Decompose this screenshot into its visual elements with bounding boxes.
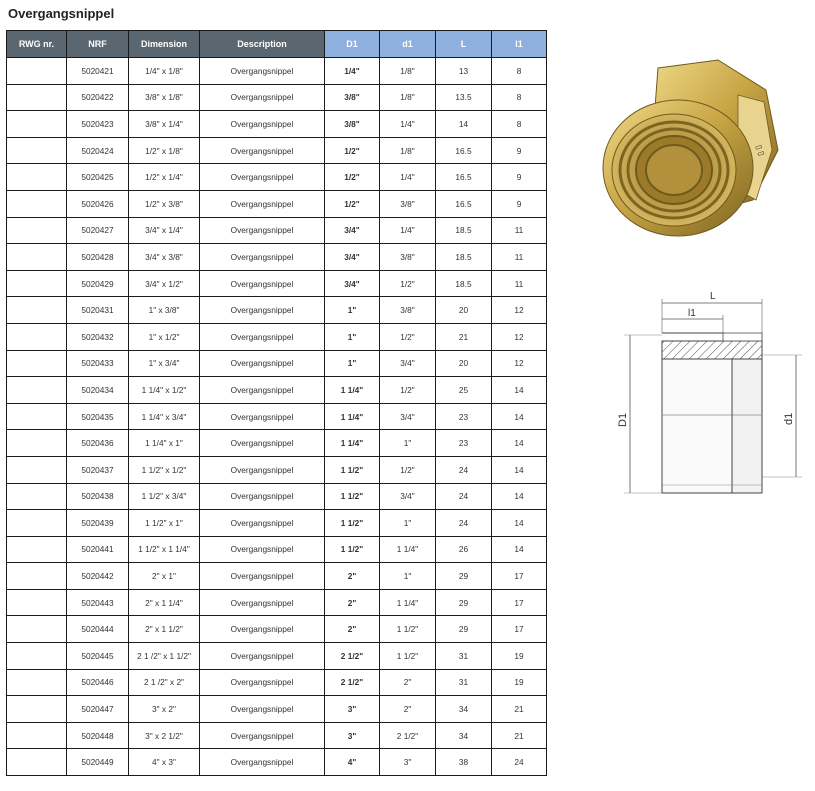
header-dimension: Dimension [129,31,200,58]
cell-l1: 8 [492,111,547,138]
page-title: Overgangsnippel [8,6,115,21]
cell-rwg [7,84,67,111]
cell-d1: 1/8" [380,58,436,85]
cell-rwg [7,137,67,164]
table-row [7,217,547,244]
table-row [7,377,547,404]
cell-description: Overgangsnippel [200,589,325,616]
cell-rwg [7,510,67,537]
cell-description: Overgangsnippel [200,297,325,324]
cell-description: Overgangsnippel [200,403,325,430]
cell-nrf: 5020446 [67,669,129,696]
cell-d1: 1/2" [380,456,436,483]
cell-nrf: 5020431 [67,297,129,324]
cell-L: 31 [436,669,492,696]
cell-D1: 1/2" [325,137,380,164]
cell-d1: 3/8" [380,244,436,271]
cell-description: Overgangsnippel [200,164,325,191]
cell-rwg [7,456,67,483]
cell-rwg [7,643,67,670]
cell-description: Overgangsnippel [200,456,325,483]
cell-d1: 1/4" [380,164,436,191]
table-row [7,643,547,670]
cell-nrf: 5020436 [67,430,129,457]
cell-d1: 1" [380,510,436,537]
cell-L: 29 [436,616,492,643]
cell-l1: 12 [492,350,547,377]
cell-nrf: 5020444 [67,616,129,643]
cell-nrf: 5020439 [67,510,129,537]
cell-D1: 3" [325,696,380,723]
cell-d1: 1 1/2" [380,643,436,670]
cell-dimension: 3/4" x 1/2" [129,270,200,297]
cell-l1: 17 [492,563,547,590]
cell-l1: 21 [492,722,547,749]
cell-l1: 17 [492,616,547,643]
cell-rwg [7,749,67,776]
cell-description: Overgangsnippel [200,430,325,457]
cell-description: Overgangsnippel [200,350,325,377]
cell-D1: 1 1/2" [325,510,380,537]
cell-D1: 1 1/4" [325,377,380,404]
cell-dimension: 3" x 2 1/2" [129,722,200,749]
table-row [7,58,547,85]
table-row [7,616,547,643]
cell-L: 23 [436,430,492,457]
label-l1: l1 [688,308,696,319]
table-row [7,164,547,191]
cell-dimension: 4" x 3" [129,749,200,776]
cell-dimension: 2 1 /2" x 2" [129,669,200,696]
table-row [7,270,547,297]
table-row [7,190,547,217]
cell-l1: 14 [492,536,547,563]
cell-L: 38 [436,749,492,776]
cell-D1: 1" [325,323,380,350]
table-row [7,111,547,138]
cell-D1: 1 1/2" [325,456,380,483]
cell-dimension: 1 1/4" x 1" [129,430,200,457]
cell-nrf: 5020425 [67,164,129,191]
cell-rwg [7,377,67,404]
cell-D1: 1/4" [325,58,380,85]
cell-d1: 3/4" [380,350,436,377]
cell-L: 34 [436,696,492,723]
cell-l1: 14 [492,510,547,537]
table-row [7,456,547,483]
cell-L: 13.5 [436,84,492,111]
cell-nrf: 5020445 [67,643,129,670]
cell-description: Overgangsnippel [200,510,325,537]
cell-L: 24 [436,510,492,537]
cell-rwg [7,589,67,616]
cell-l1: 8 [492,84,547,111]
header-rwg: RWG nr. [7,31,67,58]
cell-dimension: 1" x 1/2" [129,323,200,350]
cell-rwg [7,536,67,563]
cell-l1: 14 [492,483,547,510]
cell-dimension: 2" x 1 1/4" [129,589,200,616]
cell-description: Overgangsnippel [200,483,325,510]
cell-description: Overgangsnippel [200,377,325,404]
cell-l1: 21 [492,696,547,723]
cell-dimension: 1 1/4" x 3/4" [129,403,200,430]
cell-D1: 1" [325,297,380,324]
cell-description: Overgangsnippel [200,244,325,271]
cell-nrf: 5020447 [67,696,129,723]
cell-d1: 1/2" [380,377,436,404]
cell-dimension: 1/4" x 1/8" [129,58,200,85]
cell-description: Overgangsnippel [200,217,325,244]
cell-l1: 17 [492,589,547,616]
table-row [7,244,547,271]
cell-rwg [7,696,67,723]
cell-dimension: 2 1 /2" x 1 1/2" [129,643,200,670]
cell-L: 25 [436,377,492,404]
cell-description: Overgangsnippel [200,58,325,85]
cell-d1: 3/4" [380,403,436,430]
cell-rwg [7,244,67,271]
cell-d1: 3/8" [380,190,436,217]
cell-L: 20 [436,350,492,377]
table-row [7,403,547,430]
cell-L: 16.5 [436,137,492,164]
cell-description: Overgangsnippel [200,270,325,297]
cell-D1: 2" [325,563,380,590]
cell-nrf: 5020443 [67,589,129,616]
cell-d1: 1 1/2" [380,616,436,643]
cell-d1: 2 1/2" [380,722,436,749]
table-row [7,84,547,111]
cell-rwg [7,722,67,749]
cell-description: Overgangsnippel [200,323,325,350]
table-body [7,58,547,776]
table-row [7,430,547,457]
technical-drawing [610,285,810,505]
cell-l1: 12 [492,323,547,350]
cell-L: 16.5 [436,164,492,191]
cell-d1: 1/4" [380,217,436,244]
header-D1: D1 [325,31,380,58]
cell-nrf: 5020438 [67,483,129,510]
cell-D1: 2 1/2" [325,643,380,670]
cell-d1: 3/4" [380,483,436,510]
cell-l1: 24 [492,749,547,776]
header-l1: l1 [492,31,547,58]
cell-l1: 11 [492,270,547,297]
cell-D1: 1 1/2" [325,536,380,563]
cell-dimension: 1" x 3/8" [129,297,200,324]
cell-nrf: 5020449 [67,749,129,776]
cell-dimension: 3/4" x 1/4" [129,217,200,244]
cell-D1: 2" [325,589,380,616]
table-row [7,669,547,696]
cell-rwg [7,297,67,324]
cell-D1: 2" [325,616,380,643]
cell-nrf: 5020434 [67,377,129,404]
cell-L: 29 [436,563,492,590]
cell-D1: 3/4" [325,217,380,244]
cell-l1: 12 [492,297,547,324]
cell-rwg [7,58,67,85]
cell-nrf: 5020424 [67,137,129,164]
cell-dimension: 2" x 1" [129,563,200,590]
cell-dimension: 1/2" x 1/8" [129,137,200,164]
cell-nrf: 5020428 [67,244,129,271]
cell-nrf: 5020426 [67,190,129,217]
table-row [7,696,547,723]
cell-D1: 3/8" [325,111,380,138]
cell-description: Overgangsnippel [200,111,325,138]
cell-rwg [7,190,67,217]
cell-D1: 4" [325,749,380,776]
cell-L: 29 [436,589,492,616]
cell-dimension: 1/2" x 3/8" [129,190,200,217]
table-row [7,563,547,590]
table-row [7,536,547,563]
cell-dimension: 1 1/2" x 3/4" [129,483,200,510]
table-row [7,589,547,616]
cell-nrf: 5020433 [67,350,129,377]
cell-L: 18.5 [436,217,492,244]
cell-L: 16.5 [436,190,492,217]
cell-dimension: 1" x 3/4" [129,350,200,377]
cell-L: 21 [436,323,492,350]
product-photo [588,50,788,250]
cell-rwg [7,164,67,191]
cell-nrf: 5020422 [67,84,129,111]
cell-description: Overgangsnippel [200,669,325,696]
cell-d1: 1/8" [380,137,436,164]
cell-rwg [7,217,67,244]
cell-description: Overgangsnippel [200,643,325,670]
cell-description: Overgangsnippel [200,84,325,111]
table-row [7,350,547,377]
table-row [7,483,547,510]
cell-nrf: 5020421 [67,58,129,85]
cell-nrf: 5020427 [67,217,129,244]
cell-D1: 1/2" [325,164,380,191]
cell-L: 24 [436,483,492,510]
cell-description: Overgangsnippel [200,749,325,776]
cell-L: 18.5 [436,270,492,297]
cell-d1: 1 1/4" [380,589,436,616]
cell-d1: 1/8" [380,84,436,111]
cell-D1: 1 1/4" [325,403,380,430]
cell-description: Overgangsnippel [200,190,325,217]
cell-dimension: 3" x 2" [129,696,200,723]
cell-dimension: 1 1/4" x 1/2" [129,377,200,404]
cell-D1: 1 1/4" [325,430,380,457]
cell-D1: 2 1/2" [325,669,380,696]
cell-nrf: 5020423 [67,111,129,138]
cell-description: Overgangsnippel [200,616,325,643]
cell-description: Overgangsnippel [200,722,325,749]
cell-L: 14 [436,111,492,138]
cell-D1: 3/4" [325,270,380,297]
cell-rwg [7,563,67,590]
cell-dimension: 3/8" x 1/4" [129,111,200,138]
cell-rwg [7,403,67,430]
cell-D1: 3/8" [325,84,380,111]
table-row [7,137,547,164]
cell-dimension: 1 1/2" x 1/2" [129,456,200,483]
cell-description: Overgangsnippel [200,696,325,723]
cell-dimension: 1/2" x 1/4" [129,164,200,191]
cell-d1: 2" [380,669,436,696]
cell-D1: 3" [325,722,380,749]
cell-d1: 1/2" [380,323,436,350]
cell-d1: 2" [380,696,436,723]
cell-rwg [7,111,67,138]
cell-D1: 1/2" [325,190,380,217]
cell-l1: 14 [492,377,547,404]
cell-L: 18.5 [436,244,492,271]
cell-l1: 14 [492,430,547,457]
cell-l1: 11 [492,217,547,244]
cell-nrf: 5020429 [67,270,129,297]
header-d1: d1 [380,31,436,58]
cell-L: 34 [436,722,492,749]
table-row [7,297,547,324]
cell-l1: 9 [492,190,547,217]
cell-L: 31 [436,643,492,670]
header-L: L [436,31,492,58]
spec-table [6,30,547,776]
cell-rwg [7,270,67,297]
cell-D1: 3/4" [325,244,380,271]
cell-l1: 8 [492,58,547,85]
label-D1: D1 [617,412,629,427]
cell-rwg [7,323,67,350]
cell-d1: 1/2" [380,270,436,297]
cell-description: Overgangsnippel [200,563,325,590]
cell-d1: 3" [380,749,436,776]
cell-L: 24 [436,456,492,483]
cell-nrf: 5020437 [67,456,129,483]
cell-D1: 1 1/2" [325,483,380,510]
cell-dimension: 1 1/2" x 1" [129,510,200,537]
cell-rwg [7,669,67,696]
header-description: Description [200,31,325,58]
cell-dimension: 1 1/2" x 1 1/4" [129,536,200,563]
cell-l1: 14 [492,456,547,483]
label-L: L [710,291,716,302]
cell-l1: 19 [492,669,547,696]
cell-D1: 1" [325,350,380,377]
table-row [7,749,547,776]
cell-l1: 9 [492,164,547,191]
svg-text:▯ ▯: ▯ ▯ [754,143,767,158]
cell-nrf: 5020441 [67,536,129,563]
cell-nrf: 5020442 [67,563,129,590]
cell-description: Overgangsnippel [200,137,325,164]
cell-nrf: 5020432 [67,323,129,350]
cell-description: Overgangsnippel [200,536,325,563]
cell-d1: 1" [380,430,436,457]
cell-l1: 11 [492,244,547,271]
cell-d1: 1/4" [380,111,436,138]
cell-rwg [7,350,67,377]
cell-L: 23 [436,403,492,430]
cell-L: 13 [436,58,492,85]
cell-rwg [7,616,67,643]
cell-dimension: 2" x 1 1/2" [129,616,200,643]
cell-d1: 3/8" [380,297,436,324]
table-row [7,510,547,537]
cell-l1: 14 [492,403,547,430]
header-nrf: NRF [67,31,129,58]
cell-rwg [7,483,67,510]
table-row [7,722,547,749]
table-header-row [7,31,547,58]
table-row [7,323,547,350]
cell-dimension: 3/4" x 3/8" [129,244,200,271]
cell-l1: 9 [492,137,547,164]
cell-rwg [7,430,67,457]
cell-L: 20 [436,297,492,324]
label-d1: d1 [783,412,795,425]
cell-d1: 1" [380,563,436,590]
cell-L: 26 [436,536,492,563]
cell-dimension: 3/8" x 1/8" [129,84,200,111]
cell-d1: 1 1/4" [380,536,436,563]
cell-nrf: 5020448 [67,722,129,749]
cell-nrf: 5020435 [67,403,129,430]
cell-l1: 19 [492,643,547,670]
